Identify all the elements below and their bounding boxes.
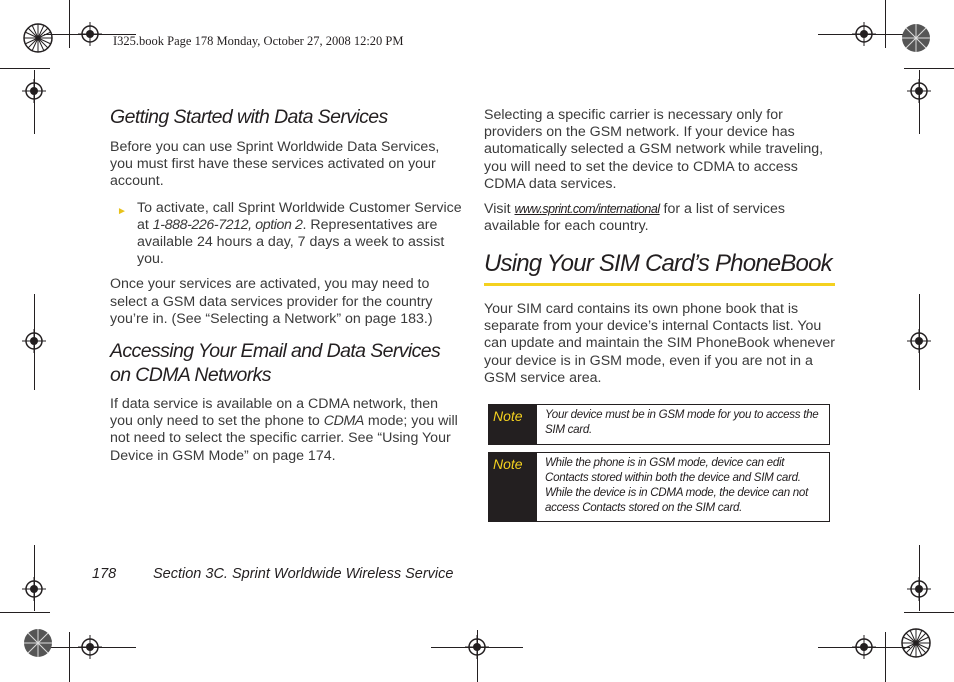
note-label: Note — [489, 405, 537, 444]
paragraph: Selecting a specific carrier is necessary only for providers on the GSM network. If your device has automatically selected a GSM network while traveling, you will need to set the device to CDMA to access CDMA data services. — [484, 107, 824, 192]
registration-mark-icon — [22, 577, 46, 601]
paragraph: If data service is available on a CDMA network, then you only need to set the phone to CDMA mode; you will not need to select the specific carrier. See “Using Your Device in GSM Mode” on page 174. — [110, 396, 458, 464]
bullet-item: ► To activate, call Sprint Worldwide Customer Service at 1-888-226-7212, option 2. Representatives are available 24 hours a day, 7 days a week to assist you. — [117, 199, 462, 268]
registration-mark-icon — [852, 22, 876, 46]
registration-mark-icon — [907, 79, 931, 103]
registration-mark-icon — [465, 635, 489, 659]
paragraph: Before you can use Sprint Worldwide Data Services, you must first have these services activated on your account. — [110, 139, 440, 190]
registration-mark-icon — [22, 79, 46, 103]
heading-rule — [484, 283, 835, 286]
registration-mark-icon — [22, 329, 46, 353]
registration-mark-icon — [852, 635, 876, 659]
note-text: Your device must be in GSM mode for you to access the SIM card. — [545, 408, 819, 436]
starburst-target-icon — [23, 23, 53, 53]
registration-mark-icon — [907, 577, 931, 601]
note-text: While the phone is in GSM mode, device can edit Contacts stored within both the device and SIM card. While the device is in CDMA mode, the device can not access Contacts stored on the SIM card. — [545, 456, 808, 514]
registration-mark-icon — [907, 329, 931, 353]
registration-mark-icon — [78, 22, 102, 46]
section-heading-getting-started: Getting Started with Data Services — [110, 106, 388, 128]
right-column — [484, 107, 836, 278]
starburst-target-icon — [23, 628, 53, 658]
note-label: Note — [489, 453, 537, 521]
registration-mark-icon — [78, 635, 102, 659]
sprint-international-link[interactable]: www.sprint.com/international — [514, 202, 660, 217]
left-column — [110, 105, 462, 465]
starburst-target-icon — [901, 23, 931, 53]
section-heading-accessing-email: Accessing Your Email and Data Services on CDMA Networks — [110, 340, 441, 387]
section-footer: Section 3C. Sprint Worldwide Wireless Service — [153, 566, 454, 582]
phone-number: 1-888-226-7212, option 2 — [152, 216, 303, 233]
section-heading-sim-phonebook: Using Your SIM Card’s PhoneBook — [484, 250, 832, 278]
paragraph: Your SIM card contains its own phone book that is separate from your device’s internal Contacts list. You can update and maintain the SIM PhoneBook whenever your device is in GSM mode, even if you are not in a GSM service area. — [484, 301, 835, 386]
note-box — [488, 404, 830, 445]
triangle-bullet-icon: ► — [117, 205, 127, 217]
page-number: 178 — [92, 566, 117, 582]
paragraph: Visit www.sprint.com/international for a list of services available for each country. — [484, 201, 785, 235]
print-slug: I325.book Page 178 Monday, October 27, 2008 12:20 PM — [113, 34, 404, 48]
note-box — [488, 452, 830, 522]
paragraph: Once your services are activated, you may need to select a GSM data services provider for the country you’re in. (See “Selecting a Network” on page 183.) — [110, 276, 433, 327]
cdma-mode-term: CDMA — [323, 413, 364, 430]
starburst-target-icon — [901, 628, 931, 658]
